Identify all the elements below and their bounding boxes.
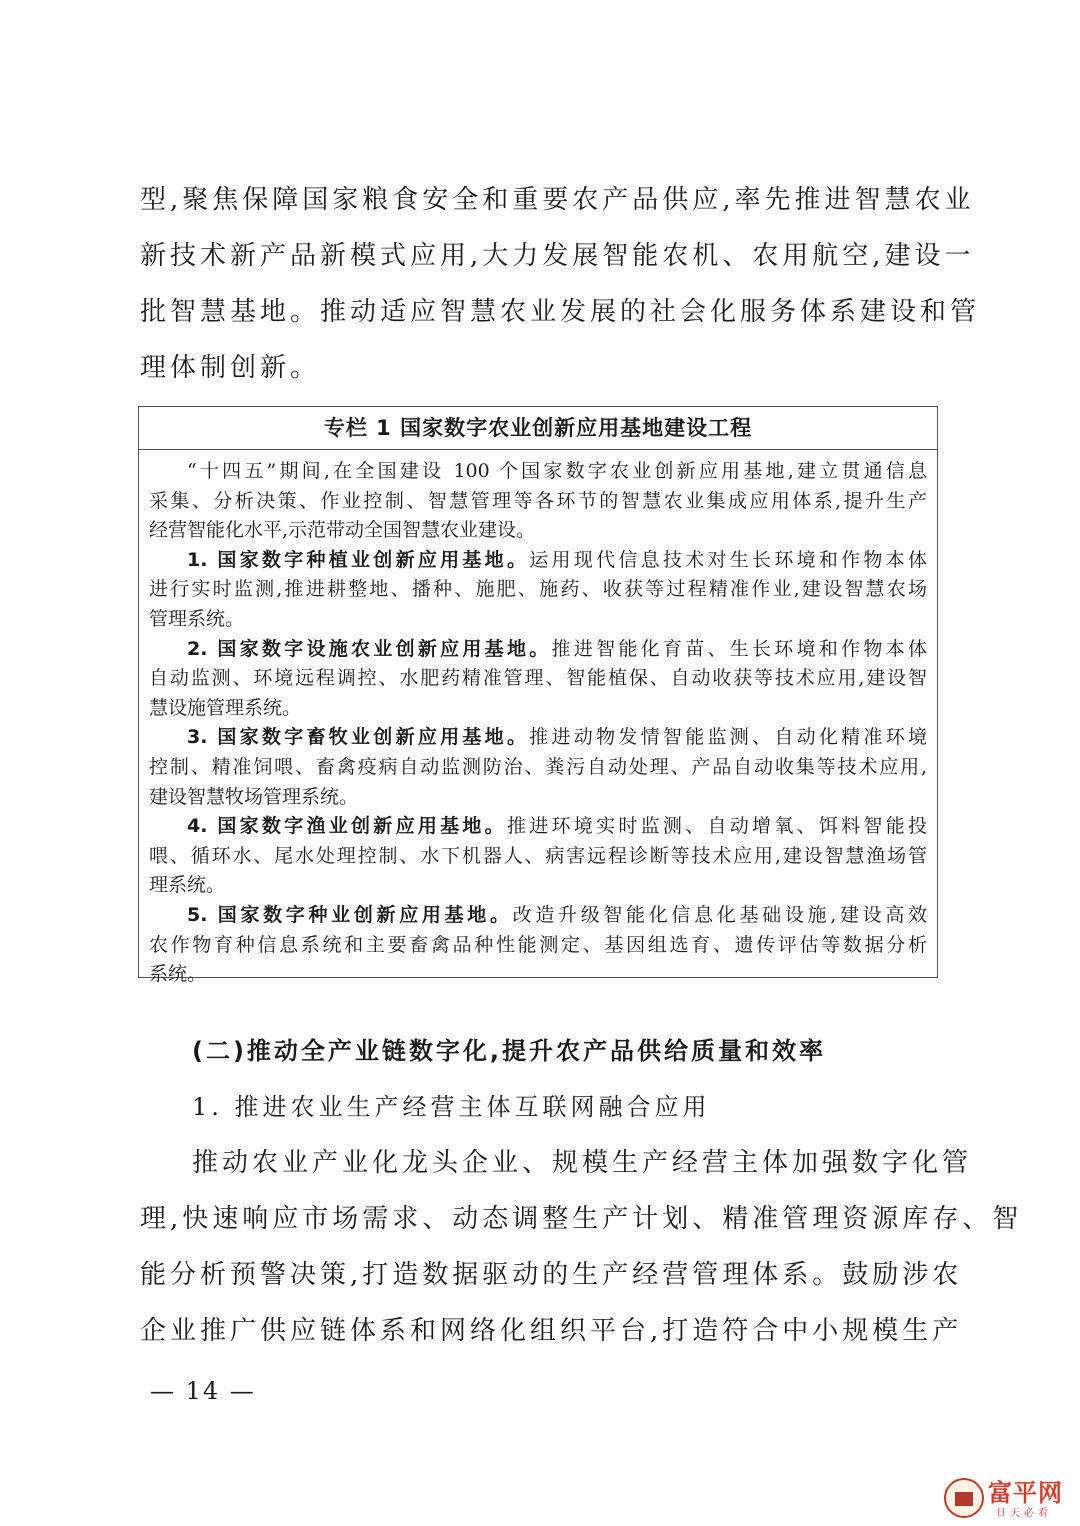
box-item-text: 改造升级智能化信息化基础设施,建设高效 xyxy=(512,903,927,926)
box-item-line: 农作物育种信息系统和主要畜禽品种性能测定、基因组选育、遗传评估等数据分析 xyxy=(149,933,927,956)
box-item-first-line xyxy=(149,723,927,753)
box-item-first-line xyxy=(149,546,927,576)
subsection-heading: 1. 推进农业生产经营主体互联网融合应用 xyxy=(192,1093,711,1121)
box-item-heading: 4. 国家数字渔业创新应用基地。 xyxy=(187,815,507,838)
box-item-heading: 1. 国家数字种植业创新应用基地。 xyxy=(187,548,530,571)
box-item-heading: 5. 国家数字种业创新应用基地。 xyxy=(187,903,513,926)
box-item-first-line xyxy=(149,812,927,842)
intro-line: 理体制创新。 xyxy=(140,353,321,383)
box-item-heading: 2. 国家数字设施农业创新应用基地。 xyxy=(187,637,552,660)
site-logo xyxy=(944,1478,1074,1524)
box-item-line: 自动监测、环境远程调控、水肥药精准管理、智能植保、自动收获等技术应用,建设智 xyxy=(149,667,927,690)
intro-line: 新技术新产品新模式应用,大力发展智能农机、农用航空,建设一 xyxy=(140,241,975,271)
box-item-line: 控制、精准饲喂、畜禽疫病自动监测防治、粪污自动处理、产品自动收集等技术应用, xyxy=(149,755,927,778)
box-item-line: 慧设施管理系统。 xyxy=(149,696,302,719)
box-item-text: 推进环境实时监测、自动增氧、饵料智能投 xyxy=(506,815,927,838)
final-line: 能分析预警决策,打造数据驱动的生产经营管理体系。鼓励涉农 xyxy=(140,1260,963,1290)
feature-box-title: 专栏 1 国家数字农业创新应用基地建设工程 xyxy=(139,407,937,450)
box-item-text: 运用现代信息技术对生长环境和作物本体 xyxy=(529,548,927,571)
gate-icon xyxy=(944,1478,984,1518)
feature-box-content xyxy=(149,457,927,990)
final-line: 企业推广供应链体系和网络化组织平台,打造符合中小规模生产 xyxy=(140,1316,963,1346)
box-intro-line: 采集、分析决策、作业控制、智慧管理等各环节的智慧农业集成应用体系,提升生产 xyxy=(149,489,927,512)
box-intro-line: “十四五”期间,在全国建设 100 个国家数字农业创新应用基地,建立贯通信息 xyxy=(187,460,927,482)
section-heading: (二)推动全产业链数字化,提升农产品供给质量和效率 xyxy=(192,1037,827,1065)
box-item-first-line xyxy=(149,635,927,665)
box-item-line: 进行实时监测,推进耕整地、播种、施肥、施药、收获等过程精准作业,建设智慧农场 xyxy=(149,578,927,601)
intro-line: 批智慧基地。推动适应智慧农业发展的社会化服务体系建设和管 xyxy=(140,297,981,327)
page-number: — 14 — xyxy=(150,1377,256,1405)
logo-text: 富平网 xyxy=(988,1479,1063,1507)
final-line: 理,快速响应市场需求、动态调整生产计划、精准管理资源库存、智 xyxy=(140,1204,1023,1234)
logo-subtext: 日天必看 xyxy=(996,1508,1052,1519)
feature-box xyxy=(138,406,938,986)
box-item-line: 喂、循环水、尾水处理控制、水下机器人、病害远程诊断等技术应用,建设智慧渔场管 xyxy=(149,844,927,867)
box-item-heading: 3. 国家数字畜牧业创新应用基地。 xyxy=(187,726,530,749)
box-item-line: 理系统。 xyxy=(149,874,226,897)
box-item-line: 建设智慧牧场管理系统。 xyxy=(149,785,359,808)
box-intro-line: 经营智能化水平,示范带动全国智慧农业建设。 xyxy=(149,519,536,542)
final-line: 推动农业产业化龙头企业、规模生产经营主体加强数字化管 xyxy=(192,1148,973,1178)
box-item-text: 推进动物发情智能监测、自动化精准环境 xyxy=(529,726,927,749)
box-item-line: 系统。 xyxy=(149,963,207,986)
box-item-text: 推进智能化育苗、生长环境和作物本体 xyxy=(551,637,927,660)
intro-line: 型,聚焦保障国家粮食安全和重要农产品供应,率先推进智慧农业 xyxy=(140,185,975,215)
box-item-first-line xyxy=(149,901,927,931)
box-item-line: 管理系统。 xyxy=(149,607,245,630)
